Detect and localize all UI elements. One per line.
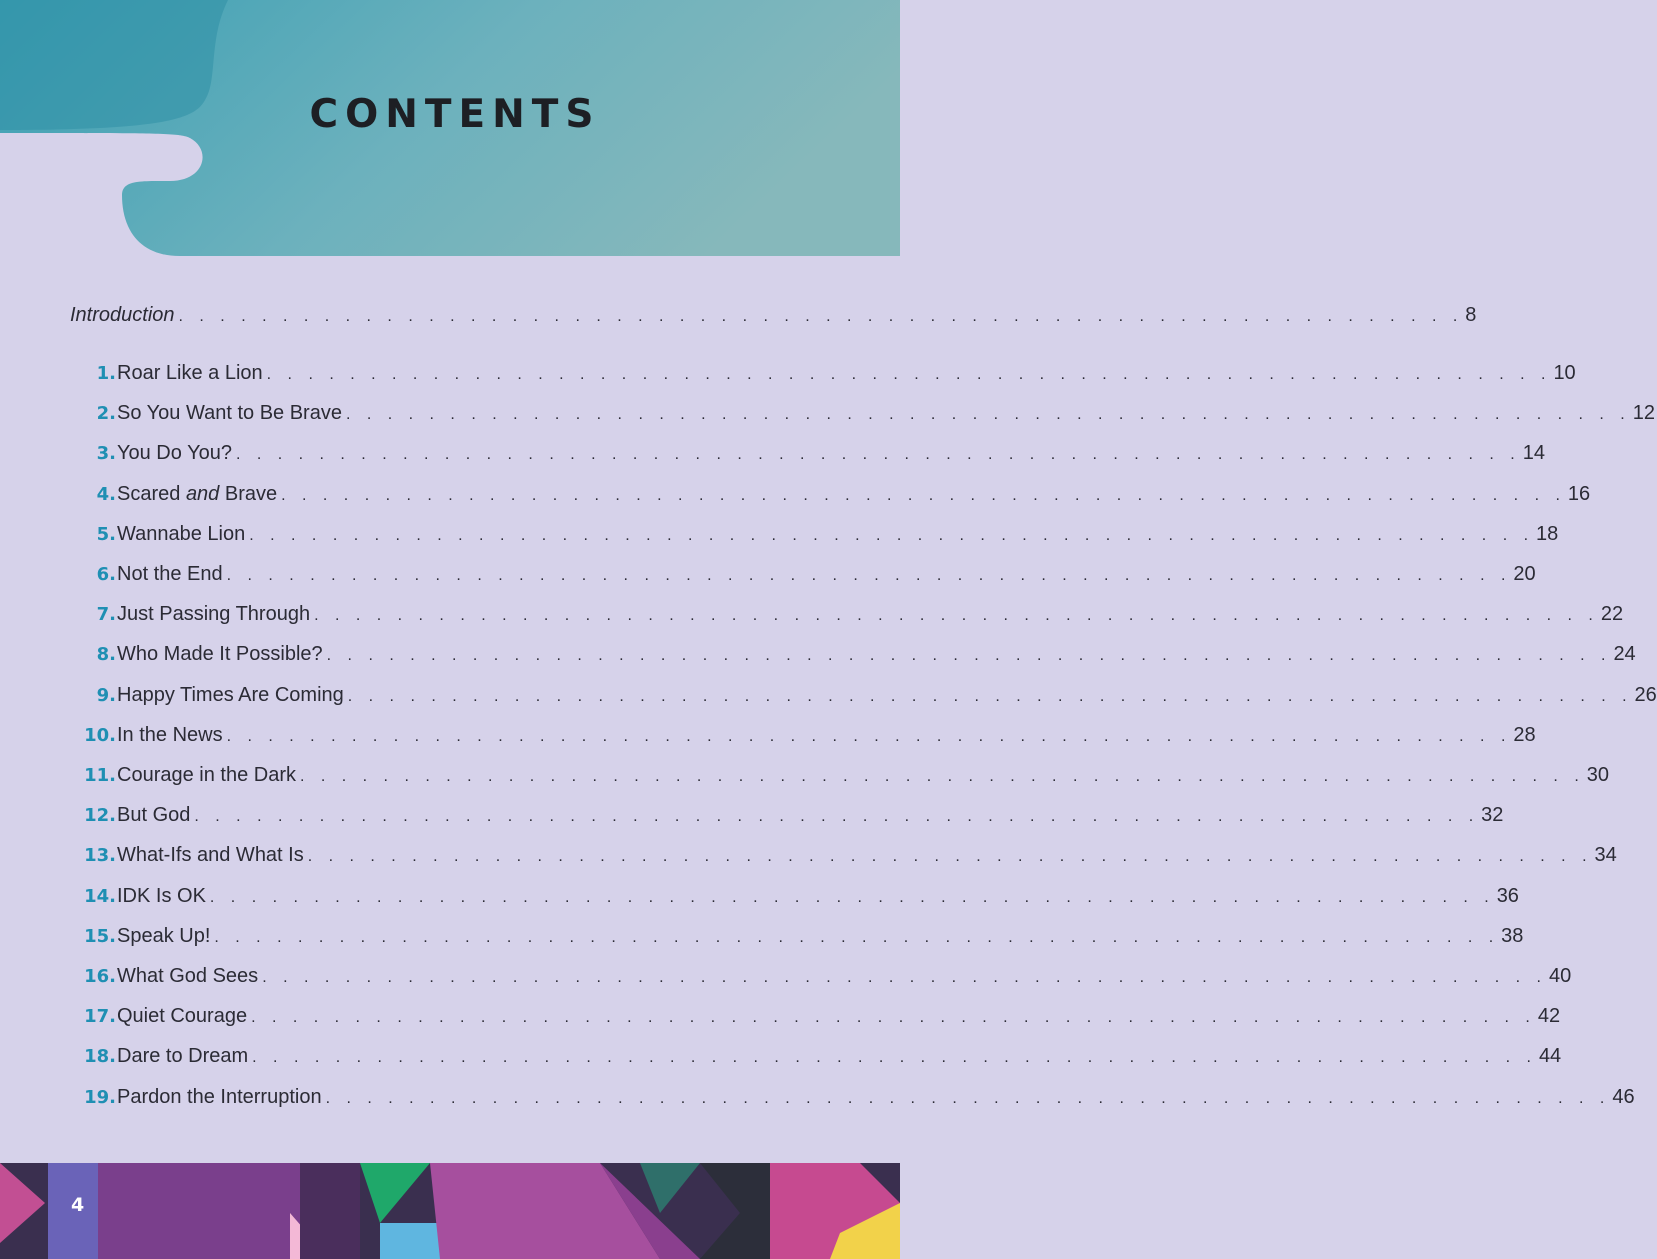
toc-chapter-number: 15. <box>84 926 116 947</box>
toc-page-number: 26 <box>1634 684 1657 706</box>
toc-row <box>70 720 1536 750</box>
toc-page-number: 28 <box>1513 724 1536 746</box>
toc-page-number: 34 <box>1594 844 1617 866</box>
title-part: Brave <box>219 483 278 505</box>
dot-leader: . . . . . . . . . . . . . . . . . . . . . . . . . . . . . . . . . . . . . . . . . . . . . . . . . . . . . . . . . . . . . . <box>226 567 1512 584</box>
toc-chapter-number: 8. <box>96 644 116 665</box>
dot-leader: . . . . . . . . . . . . . . . . . . . . . . . . . . . . . . . . . . . . . . . . . . . . . . . . . . . . . . . . . . . . . . <box>326 647 1612 664</box>
toc-page-number: 12 <box>1632 402 1655 424</box>
dot-leader: . . . . . . . . . . . . . . . . . . . . . . . . . . . . . . . . . . . . . . . . . . . . . . . . . . . . . . . . . . . . . . <box>235 446 1521 463</box>
toc-chapter-title: IDK Is OK <box>117 885 206 907</box>
dot-leader: . . . . . . . . . . . . . . . . . . . . . . . . . . . . . . . . . . . . . . . . . . . . . . . . . . . . . . . . . . . . . . <box>209 889 1495 906</box>
toc-chapter-number: 18. <box>84 1046 116 1067</box>
toc-chapter-title: So You Want to Be Brave <box>117 402 342 424</box>
toc-row <box>70 1082 1635 1112</box>
toc-row <box>70 1001 1561 1031</box>
footer-geometric-band <box>0 1163 900 1259</box>
toc-chapter-title: Wannabe Lion <box>117 523 246 545</box>
toc-chapter-number: 16. <box>84 966 116 987</box>
toc-row <box>70 358 1576 388</box>
toc-chapter-number: 17. <box>84 1006 116 1027</box>
toc-chapter-title: Dare to Dream <box>117 1045 249 1067</box>
toc-row <box>70 519 1559 549</box>
toc-introduction-row <box>70 300 1477 330</box>
toc-chapter-title: Speak Up! <box>117 925 211 947</box>
toc-chapter-number: 6. <box>96 564 116 585</box>
toc-chapter-title: Not the End <box>117 563 223 585</box>
toc-chapter-title: You Do You? <box>117 442 232 464</box>
toc-page-number: 30 <box>1586 764 1610 786</box>
toc-chapter-number: 14. <box>84 886 116 907</box>
page-title: CONTENTS <box>309 92 601 137</box>
toc-page-number: 8 <box>1465 304 1477 326</box>
toc-row <box>70 599 1624 629</box>
dot-leader: . . . . . . . . . . . . . . . . . . . . . . . . . . . . . . . . . . . . . . . . . . . . . . . . . . . . . . . . . . . . . . <box>194 808 1480 825</box>
toc-row <box>70 760 1610 790</box>
dot-leader: . . . . . . . . . . . . . . . . . . . . . . . . . . . . . . . . . . . . . . . . . . . . . . . . . . . . . . . . . . . . . . <box>252 1049 1537 1066</box>
toc-chapter-number: 4. <box>96 484 116 505</box>
toc-page-number: 32 <box>1481 804 1504 826</box>
toc-introduction-label: Introduction <box>70 304 175 326</box>
toc-page-number: 16 <box>1567 483 1591 505</box>
toc-chapter-title: Quiet Courage <box>117 1005 248 1027</box>
dot-leader: . . . . . . . . . . . . . . . . . . . . . . . . . . . . . . . . . . . . . . . . . . . . . . . . . . . . . . . . . . . . . . <box>226 728 1512 745</box>
toc-page-number: 40 <box>1548 965 1572 987</box>
toc-chapter-title: In the News <box>117 724 223 746</box>
toc-chapter-number: 10. <box>84 725 116 746</box>
toc-row <box>70 961 1572 991</box>
dot-leader: . . . . . . . . . . . . . . . . . . . . . . . . . . . . . . . . . . . . . . . . . . . . . . . . . . . . . . . . . . . . . . <box>281 487 1566 504</box>
toc-chapter-number: 11. <box>84 765 116 786</box>
dot-leader: . . . . . . . . . . . . . . . . . . . . . . . . . . . . . . . . . . . . . . . . . . . . . . . . . . . . . . . . . . . . . . <box>214 929 1500 946</box>
dot-leader: . . . . . . . . . . . . . . . . . . . . . . . . . . . . . . . . . . . . . . . . . . . . . . . . . . . . . . . . . . . . . . <box>299 768 1585 785</box>
toc-chapter-title: Courage in the Dark <box>117 764 296 786</box>
toc-page-number: 18 <box>1536 523 1559 545</box>
dot-leader: . . . . . . . . . . . . . . . . . . . . . . . . . . . . . . . . . . . . . . . . . . . . . . . . . . . . . . . . . . . . . . <box>262 969 1547 986</box>
toc-page-number: 36 <box>1496 885 1519 907</box>
page-number-folio: 4 <box>71 1194 85 1216</box>
toc-row <box>70 479 1591 509</box>
toc-row <box>70 559 1536 589</box>
toc-row <box>70 438 1545 468</box>
dot-leader: . . . . . . . . . . . . . . . . . . . . . . . . . . . . . . . . . . . . . . . . . . . . . . . . . . . . . . . . . . . . . . <box>251 1009 1536 1026</box>
title-italic-part: and <box>185 483 220 505</box>
dot-leader: . . . . . . . . . . . . . . . . . . . . . . . . . . . . . . . . . . . . . . . . . . . . . . . . . . . . . . . . . . . . . . <box>345 406 1631 423</box>
toc-chapter-number: 9. <box>96 685 116 706</box>
toc-row <box>70 680 1657 710</box>
dot-leader: . . . . . . . . . . . . . . . . . . . . . . . . . . . . . . . . . . . . . . . . . . . . . . . . . . . . . . . . . . . . . . <box>178 308 1464 325</box>
toc-page-number: 42 <box>1537 1005 1561 1027</box>
toc-row <box>70 881 1519 911</box>
toc-page-number: 14 <box>1522 442 1545 464</box>
dot-leader: . . . . . . . . . . . . . . . . . . . . . . . . . . . . . . . . . . . . . . . . . . . . . . . . . . . . . . . . . . . . . . <box>347 688 1633 705</box>
toc-page-number: 24 <box>1613 643 1636 665</box>
toc-chapter-title: Pardon the Interruption <box>117 1086 322 1108</box>
toc-row <box>70 398 1655 428</box>
toc-page-number: 46 <box>1612 1086 1635 1108</box>
dot-leader: . . . . . . . . . . . . . . . . . . . . . . . . . . . . . . . . . . . . . . . . . . . . . . . . . . . . . . . . . . . . . . <box>307 848 1593 865</box>
toc-row <box>70 639 1636 669</box>
toc-chapter-title: Who Made It Possible? <box>117 643 323 665</box>
title-part: Scared <box>117 483 186 505</box>
toc-page-number: 10 <box>1553 362 1576 384</box>
toc-chapter-number: 12. <box>84 805 116 826</box>
toc-chapter-number: 1. <box>96 363 116 384</box>
toc-row <box>70 921 1524 951</box>
toc-chapter-title: But God <box>117 804 191 826</box>
toc-row <box>70 840 1617 870</box>
toc-row <box>70 800 1504 830</box>
toc-page-number: 44 <box>1538 1045 1562 1067</box>
toc-chapter-number: 3. <box>96 443 116 464</box>
toc-chapter-number: 13. <box>84 845 116 866</box>
dot-leader: . . . . . . . . . . . . . . . . . . . . . . . . . . . . . . . . . . . . . . . . . . . . . . . . . . . . . . . . . . . . . . <box>325 1090 1611 1107</box>
toc-chapter-number: 5. <box>96 524 116 545</box>
toc-chapter-title: Happy Times Are Coming <box>117 684 344 706</box>
dot-leader: . . . . . . . . . . . . . . . . . . . . . . . . . . . . . . . . . . . . . . . . . . . . . . . . . . . . . . . . . . . . . . <box>266 366 1552 383</box>
toc-page-number: 22 <box>1600 603 1624 625</box>
toc-page-number: 38 <box>1501 925 1524 947</box>
toc-page-number: 20 <box>1513 563 1536 585</box>
toc-chapter-title <box>117 479 281 509</box>
toc-chapter-number: 2. <box>96 403 116 424</box>
toc-row <box>70 1041 1562 1071</box>
toc-chapter-title: Just Passing Through <box>117 603 311 625</box>
dot-leader: . . . . . . . . . . . . . . . . . . . . . . . . . . . . . . . . . . . . . . . . . . . . . . . . . . . . . . . . . . . . . . <box>249 527 1535 544</box>
toc-chapter-title: What-Ifs and What Is <box>117 844 304 866</box>
toc-chapter-number: 19. <box>84 1087 116 1108</box>
toc-chapter-title: Roar Like a Lion <box>117 362 263 384</box>
dot-leader: . . . . . . . . . . . . . . . . . . . . . . . . . . . . . . . . . . . . . . . . . . . . . . . . . . . . . . . . . . . . . . <box>314 607 1599 624</box>
toc-chapter-title: What God Sees <box>117 965 259 987</box>
toc-chapter-number: 7. <box>96 604 116 625</box>
